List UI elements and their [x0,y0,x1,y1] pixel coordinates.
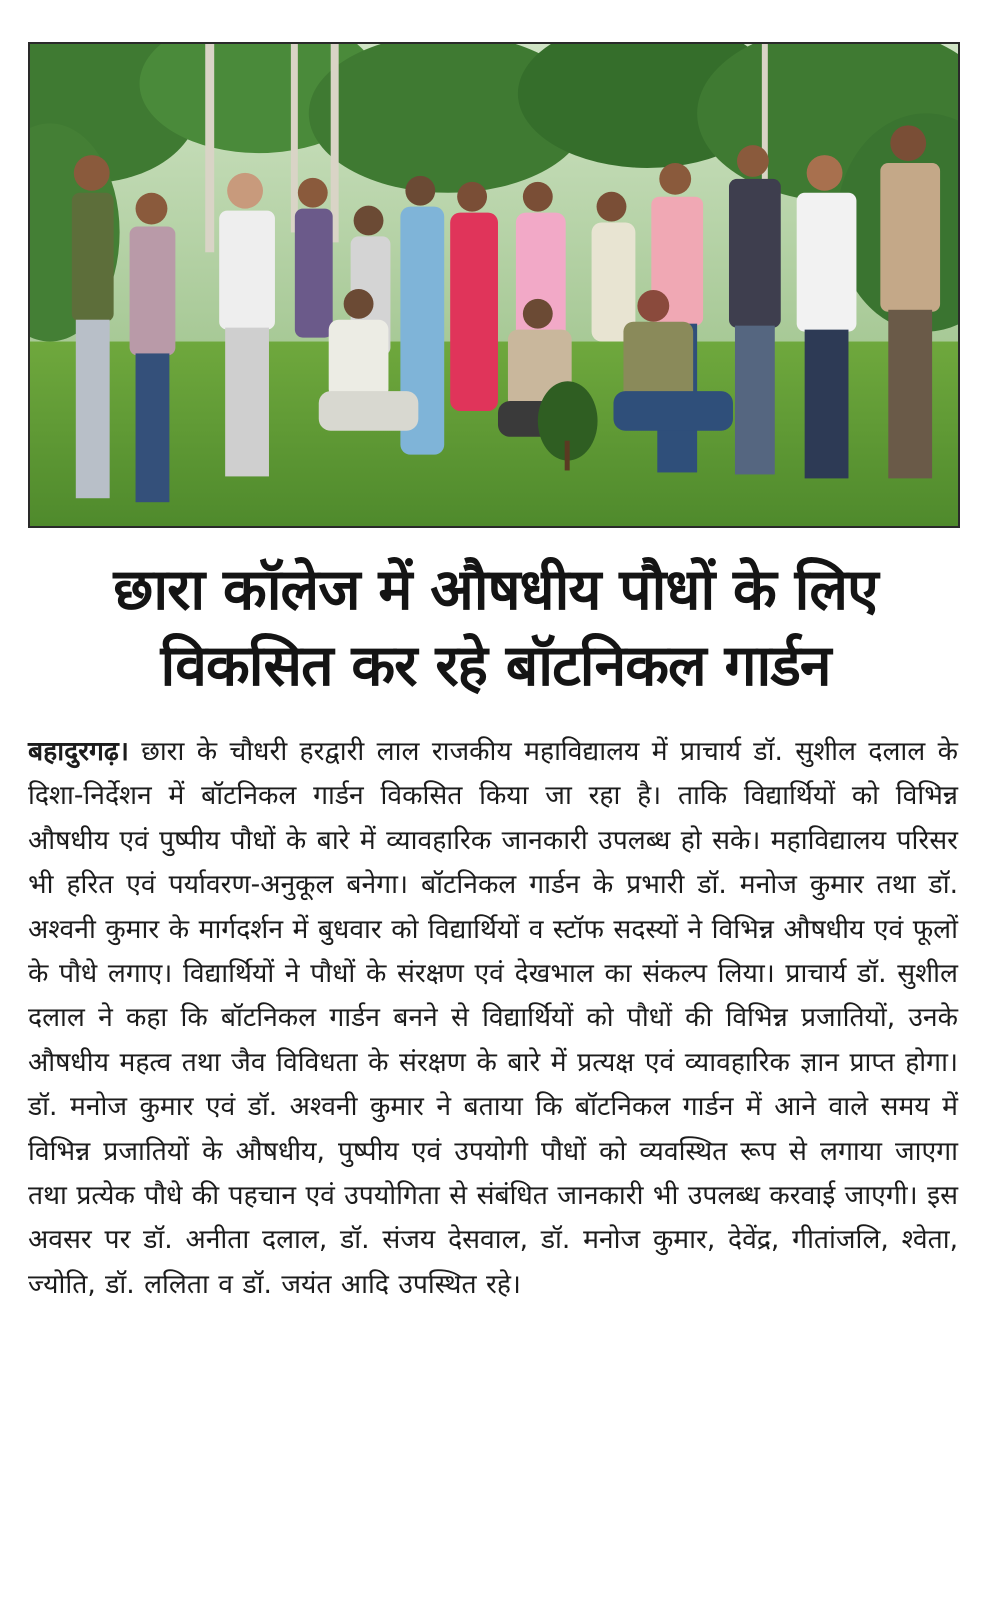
group-photo [28,42,960,528]
group-photo-illustration [30,44,958,526]
headline [20,552,971,704]
headline-line-2: विकसित कर रहे बॉटनिकल गार्डन [160,633,831,699]
article-text: छारा के चौधरी हरद्वारी लाल राजकीय महाविद्यालय में प्राचार्य डॉ. सुशील दलाल के दिशा-निर्देशन में बॉटनिकल गार्डन विकसित किया जा रहा है। ताकि विद्यार्थियों को विभिन्न औषधीय एवं पुष्पीय पौधों के बारे में व्यावहारिक जानकारी उपलब्ध हो सके। महाविद्यालय परिसर भी हरित एवं पर्यावरण-अनुकूल बनेगा। बॉटनिकल गार्डन के प्रभारी डॉ. मनोज कुमार तथा डॉ. अश्वनी कुमार के मार्गदर्शन में बुधवार को विद्यार्थियों व स्टॉफ सदस्यों ने विभिन्न औषधीय एवं फूलों के पौधे लगाए। विद्यार्थियों ने पौधों के संरक्षण एवं देखभाल का संकल्प लिया। प्राचार्य डॉ. सुशील दलाल ने कहा कि बॉटनिकल गार्डन बनने से विद्यार्थियों को पौधों की विभिन्न प्रजातियों, उनके औषधीय महत्व तथा जैव विविधता के संरक्षण के बारे में प्रत्यक्ष एवं व्यावहारिक ज्ञान प्राप्त होगा। डॉ. मनोज कुमार एवं डॉ. अश्वनी कुमार ने बताया कि बॉटनिकल गार्डन में आने वाले समय में विभिन्न प्रजातियों के औषधीय, पुष्पीय एवं उपयोगी पौधों को व्यवस्थित रूप से लगाया जाएगा तथा प्रत्येक पौधे की पहचान एवं उपयोगिता से संबंधित जानकारी भी उपलब्ध करवाई जाएगी। इस अवसर पर डॉ. अनीता दलाल, डॉ. संजय देसवाल, डॉ. मनोज कुमार, देवेंद्र, गीतांजलि, श्वेता, ज्योति, डॉ. ललिता व डॉ. जयंत आदि उपस्थित रहे। [28,736,958,1300]
dateline: बहादुरगढ़। [28,736,129,767]
article-body [28,730,958,1307]
headline-line-1: छारा कॉलेज में औषधीय पौधों के लिए [113,557,878,623]
